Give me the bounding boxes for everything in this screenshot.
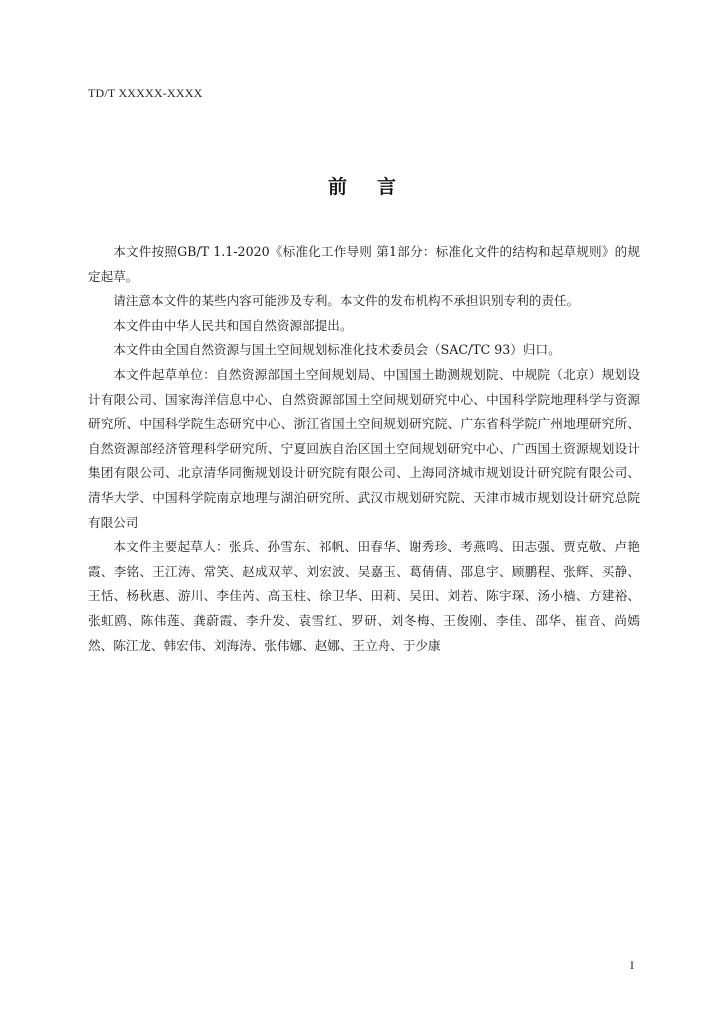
paragraph-committee: 本文件由全国自然资源与国土空间规划标准化技术委员会（SAC/TC 93）归口。 <box>113 342 561 358</box>
page-number: I <box>630 958 634 972</box>
document-code: TD/T XXXXX-XXXX <box>88 86 203 100</box>
paragraph-proposer: 本文件由中华人民共和国自然资源部提出。 <box>113 317 353 333</box>
paragraph-patent-notice: 请注意本文件的某些内容可能涉及专利。本文件的发布机构不承担识别专利的责任。 <box>113 293 580 309</box>
paragraph-drafters: 本文件主要起草人：张兵、孙雪东、祁帆、田春华、谢秀珍、考燕鸣、田志强、贾克敬、卢艳霞、李铭、王江涛、常笑、赵成双苹、刘宏波、吴嘉玉、葛倩倩、邵息宇、顾鹏程、张辉、买静、王恬、杨秋惠、游川、李佳芮、高玉柱、徐卫华、田莉、吴田、刘若、陈宇琛、汤小樯、方建裕、张虹鸥、陈伟莲、龚蔚霞、李升发、袁雪红、罗研、刘冬梅、王俊刚、李佳、邵华、崔音、尚嫣然、陈江龙、韩宏伟、刘海涛、张伟娜、赵娜、王立舟、于少康 <box>88 539 640 653</box>
page-title: 前言 <box>327 176 426 198</box>
paragraph-drafting-rules: 本文件按照GB/T 1.1-2020《标准化工作导则 第1部分：标准化文件的结构和起草规则》的规定起草。 <box>88 244 640 284</box>
paragraph-drafting-units: 本文件起草单位：自然资源部国土空间规划局、中国国土勘测规划院、中规院（北京）规划设计有限公司、国家海洋信息中心、自然资源部国土空间规划研究中心、中国科学院地理科学与资源研究所、中国科学院生态研究中心、浙江省国土空间规划研究院、广东省科学院广州地理研究所、自然资源部经济管理科学研究所、宁夏回族自治区国土空间规划研究中心、广西国土资源规划设计集团有限公司、北京清华同衡规划设计研究院有限公司、上海同济城市规划设计研究院有限公司、清华大学、中国科学院南京地理与湖泊研究所、武汉市规划研究院、天津市城市规划设计研究总院有限公司 <box>88 366 640 530</box>
foreword-body <box>88 240 640 658</box>
